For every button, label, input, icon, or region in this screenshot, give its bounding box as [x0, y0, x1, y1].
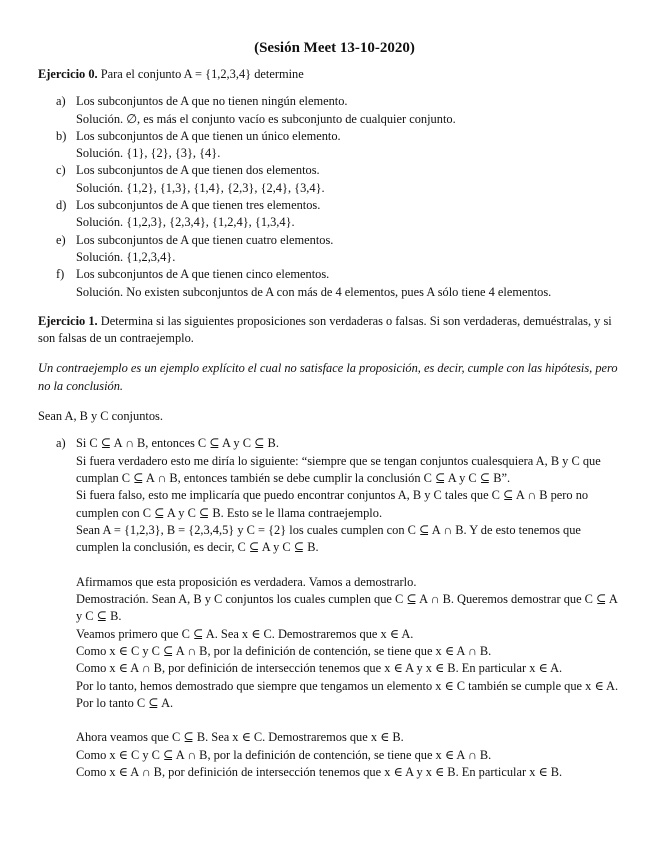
list-item: [38, 128, 623, 163]
item-answer: Solución. {1,2,3}, {2,3,4}, {1,2,4}, {1,3,4}.: [76, 215, 295, 230]
item-letter: a): [56, 436, 66, 451]
item-letter: b): [56, 128, 67, 143]
item-letter: f): [56, 267, 65, 282]
proof-line: Como x ∈ A ∩ B, por definición de intersección tenemos que x ∈ A y x ∈ B. En particular x ∈ B.: [76, 764, 563, 779]
exercise-1-intro: [38, 313, 623, 348]
item-question: Los subconjuntos de A que tienen cuatro elementos.: [76, 232, 334, 247]
list-item: [38, 232, 623, 267]
item-question: Los subconjuntos de A que tienen tres elementos.: [76, 198, 321, 213]
page-title: (Sesión Meet 13-10-2020): [254, 40, 415, 56]
reasoning-line: Si fuera falso, esto me implicaría que puedo encontrar conjuntos A, B y C tales que C ⊆ A ∩ B pero no cumplen con C ⊆ A y C ⊆ B. Esto se le llama contraejemplo.: [76, 488, 589, 520]
item-question: Los subconjuntos de A que tienen dos elementos.: [76, 163, 320, 178]
list-item: [38, 162, 623, 197]
list-item: [38, 93, 623, 128]
counterexample-definition: Un contraejemplo es un ejemplo explícito el cual no satisface la proposición, es decir, cumple con las hipótesis, pero no la conclusión.: [38, 361, 618, 393]
exercise-0-text: Para el conjunto A = {1,2,3,4} determine: [100, 67, 304, 81]
item-letter: e): [56, 232, 66, 247]
list-item: [38, 266, 623, 301]
proof-line: Por lo tanto, hemos demostrado que siempre que tengamos un elemento x ∈ C también se cumple que x ∈ A. Por lo tanto C ⊆ A.: [76, 678, 619, 710]
list-item: [38, 197, 623, 232]
exercise-0-list: [38, 93, 623, 301]
proof-line: Como x ∈ C y C ⊆ A ∩ B, por la definición de contención, se tiene que x ∈ A ∩ B.: [76, 747, 492, 762]
proposition-line: Si C ⊆ A ∩ B, entonces C ⊆ A y C ⊆ B.: [76, 436, 279, 451]
sets-statement: Sean A, B y C conjuntos.: [38, 409, 163, 424]
item-letter: a): [56, 94, 66, 109]
document-page: [38, 38, 623, 781]
proof-line: Como x ∈ A ∩ B, por definición de intersección tenemos que x ∈ A y x ∈ B. En particular x ∈ A.: [76, 661, 563, 676]
exercise-1-list: [38, 435, 623, 781]
list-item: [38, 435, 623, 781]
reasoning-line: Si fuera verdadero esto me diría lo siguiente: “siempre que se tengan conjuntos cualesquiera A, B y C que cumplan C ⊆ A ∩ B, entonces también se debe cumplir la conclusión C ⊆ A y C ⊆ B”.: [76, 453, 601, 485]
item-answer: Solución. {1}, {2}, {3}, {4}.: [76, 146, 221, 161]
proof-line: Demostración. Sean A, B y C conjuntos los cuales cumplen que C ⊆ A ∩ B. Queremos demostrar que C ⊆ A y C ⊆ B.: [76, 592, 618, 624]
proof-line: Como x ∈ C y C ⊆ A ∩ B, por la definición de contención, se tiene que x ∈ A ∩ B.: [76, 643, 492, 658]
proof-line: Afirmamos que esta proposición es verdadera. Vamos a demostrarlo.: [76, 574, 417, 589]
item-letter: d): [56, 198, 67, 213]
exercise-0-intro: [38, 66, 623, 83]
proof-line: Ahora veamos que C ⊆ B. Sea x ∈ C. Demostraremos que x ∈ B.: [76, 730, 404, 745]
item-question: Los subconjuntos de A que no tienen ningún elemento.: [76, 94, 348, 109]
example-line: Sean A = {1,2,3}, B = {2,3,4,5} y C = {2} los cuales cumplen con C ⊆ A ∩ B. Y de esto tenemos que cumplen la conclusión, es decir, C ⊆ A y C ⊆ B.: [76, 522, 581, 555]
exercise-1-text: Determina si las siguientes proposiciones son verdaderas o falsas. Si son verdaderas, demuéstralas, y si son falsas de un contraejemplo.: [38, 313, 612, 346]
item-question: Los subconjuntos de A que tienen un único elemento.: [76, 128, 341, 143]
item-answer: Solución. ∅, es más el conjunto vacío es subconjunto de cualquier conjunto.: [76, 111, 456, 126]
exercise-0-label: Ejercicio 0.: [38, 67, 98, 81]
item-answer: Solución. {1,2,3,4}.: [76, 249, 176, 264]
item-answer: Solución. No existen subconjuntos de A con más de 4 elementos, pues A sólo tiene 4 elementos.: [76, 284, 552, 299]
item-letter: c): [56, 163, 66, 178]
exercise-1-label: Ejercicio 1.: [38, 313, 98, 328]
item-answer: Solución. {1,2}, {1,3}, {1,4}, {2,3}, {2,4}, {3,4}.: [76, 180, 325, 195]
proof-line: Veamos primero que C ⊆ A. Sea x ∈ C. Demostraremos que x ∈ A.: [76, 626, 414, 641]
item-question: Los subconjuntos de A que tienen cinco elementos.: [76, 267, 330, 282]
